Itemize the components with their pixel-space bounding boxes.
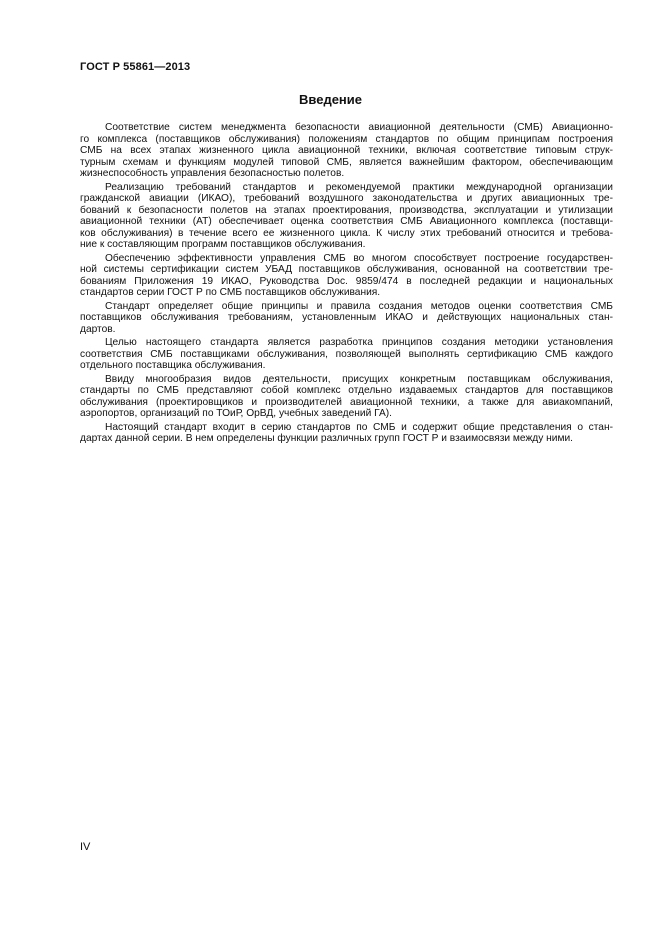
paragraph: [80, 337, 613, 372]
paragraph: [80, 182, 613, 251]
text-line: дартах данной серии. В нем определены функции различных групп ГОСТ Р и взаимосвязи между ними.: [80, 433, 573, 444]
text-line: отдельного поставщика обслуживания.: [80, 360, 266, 371]
text-line: авиационной техники (АТ) обеспечивает оценка соответствия СМБ Авиационного комплекса (поставщи-: [80, 216, 613, 227]
text-line: турным схемам и функциям модулей типовой СМБ, является важнейшим фактором, обеспечивающим: [80, 156, 613, 168]
text-line: стандартов серии ГОСТ Р по СМБ поставщиков обслуживания.: [80, 287, 381, 298]
text-line: Реализацию требований стандартов и рекомендуемой практики международной организации: [105, 181, 613, 193]
text-line: стандарты по СМБ представляют собой комплекс отдельно издаваемых стандартов для поставщиков: [80, 385, 613, 396]
text-line: жизнеспособность управления безопасностью полетов.: [80, 168, 345, 179]
text-line: Соответствие систем менеджмента безопасности авиационной деятельности (СМБ) Авиационно-: [105, 122, 613, 133]
text-line: бований к безопасности полетов на этапах проектирования, производства, эксплуатации и утилизации: [80, 204, 613, 216]
text-line: Стандарт определяет общие принципы и правила создания методов оценки соответствия СМБ: [105, 300, 613, 312]
paragraph: [80, 422, 613, 445]
text-line: поставщиков обслуживания требованиям, установленным ИКАО и действующих национальных стан-: [80, 312, 613, 323]
text-line: Обеспечению эффективности управления СМБ во многом способствует построение государствен-: [105, 252, 613, 264]
document-id-header: ГОСТ Р 55861—2013: [80, 61, 191, 73]
text-line: Настоящий стандарт входит в серию стандартов по СМБ и содержит общие представления о стан-: [105, 421, 613, 433]
paragraph: [80, 122, 613, 180]
section-title: Введение: [299, 92, 362, 107]
text-line: Ввиду многообразия видов деятельности, присущих конкретным поставщикам обслуживания,: [105, 373, 613, 385]
text-line: гражданской авиации (ИКАО), требований воздушного законодательства и других авиационных тре-: [80, 193, 613, 204]
text-line: го комплекса (поставщиков обслуживания) положениям стандартов по общим принципам построения: [80, 133, 613, 145]
text-line: ной системы сертификации систем УБАД поставщиков обслуживания, основанной на соответствии тре-: [80, 264, 613, 275]
paragraph: [80, 374, 613, 420]
text-line: ние к составляющим программ поставщиков обслуживания.: [80, 239, 366, 250]
text-line: бованиям Приложения 19 ИКАО, Руководства Doc. 9859/474 в последней редакции и национальных: [80, 275, 613, 287]
page-number: IV: [80, 841, 91, 853]
text-line: дартов.: [80, 323, 116, 335]
body-text: [80, 122, 613, 445]
text-line: аэропортов, организаций по ТОиР, ОрВД, учебных заведений ГА).: [80, 408, 392, 419]
text-line: Целью настоящего стандарта является разработка принципов создания методики установления: [105, 337, 613, 348]
paragraph: [80, 301, 613, 336]
text-line: ков обслуживания) в течение всего ее жизненного цикла. К числу этих требований относится и требова-: [80, 227, 613, 239]
text-line: СМБ на всех этапах жизненного цикла авиационной техники, включая соответствие типовым струк-: [80, 145, 613, 156]
text-line: обслуживания (проектировщиков и производителей авиационной техники, а также для авиакомпаний,: [80, 396, 613, 408]
paragraph: [80, 253, 613, 299]
text-line: соответствия СМБ поставщиками обслуживания, позволяющей выполнять сертификацию СМБ каждого: [80, 348, 613, 360]
